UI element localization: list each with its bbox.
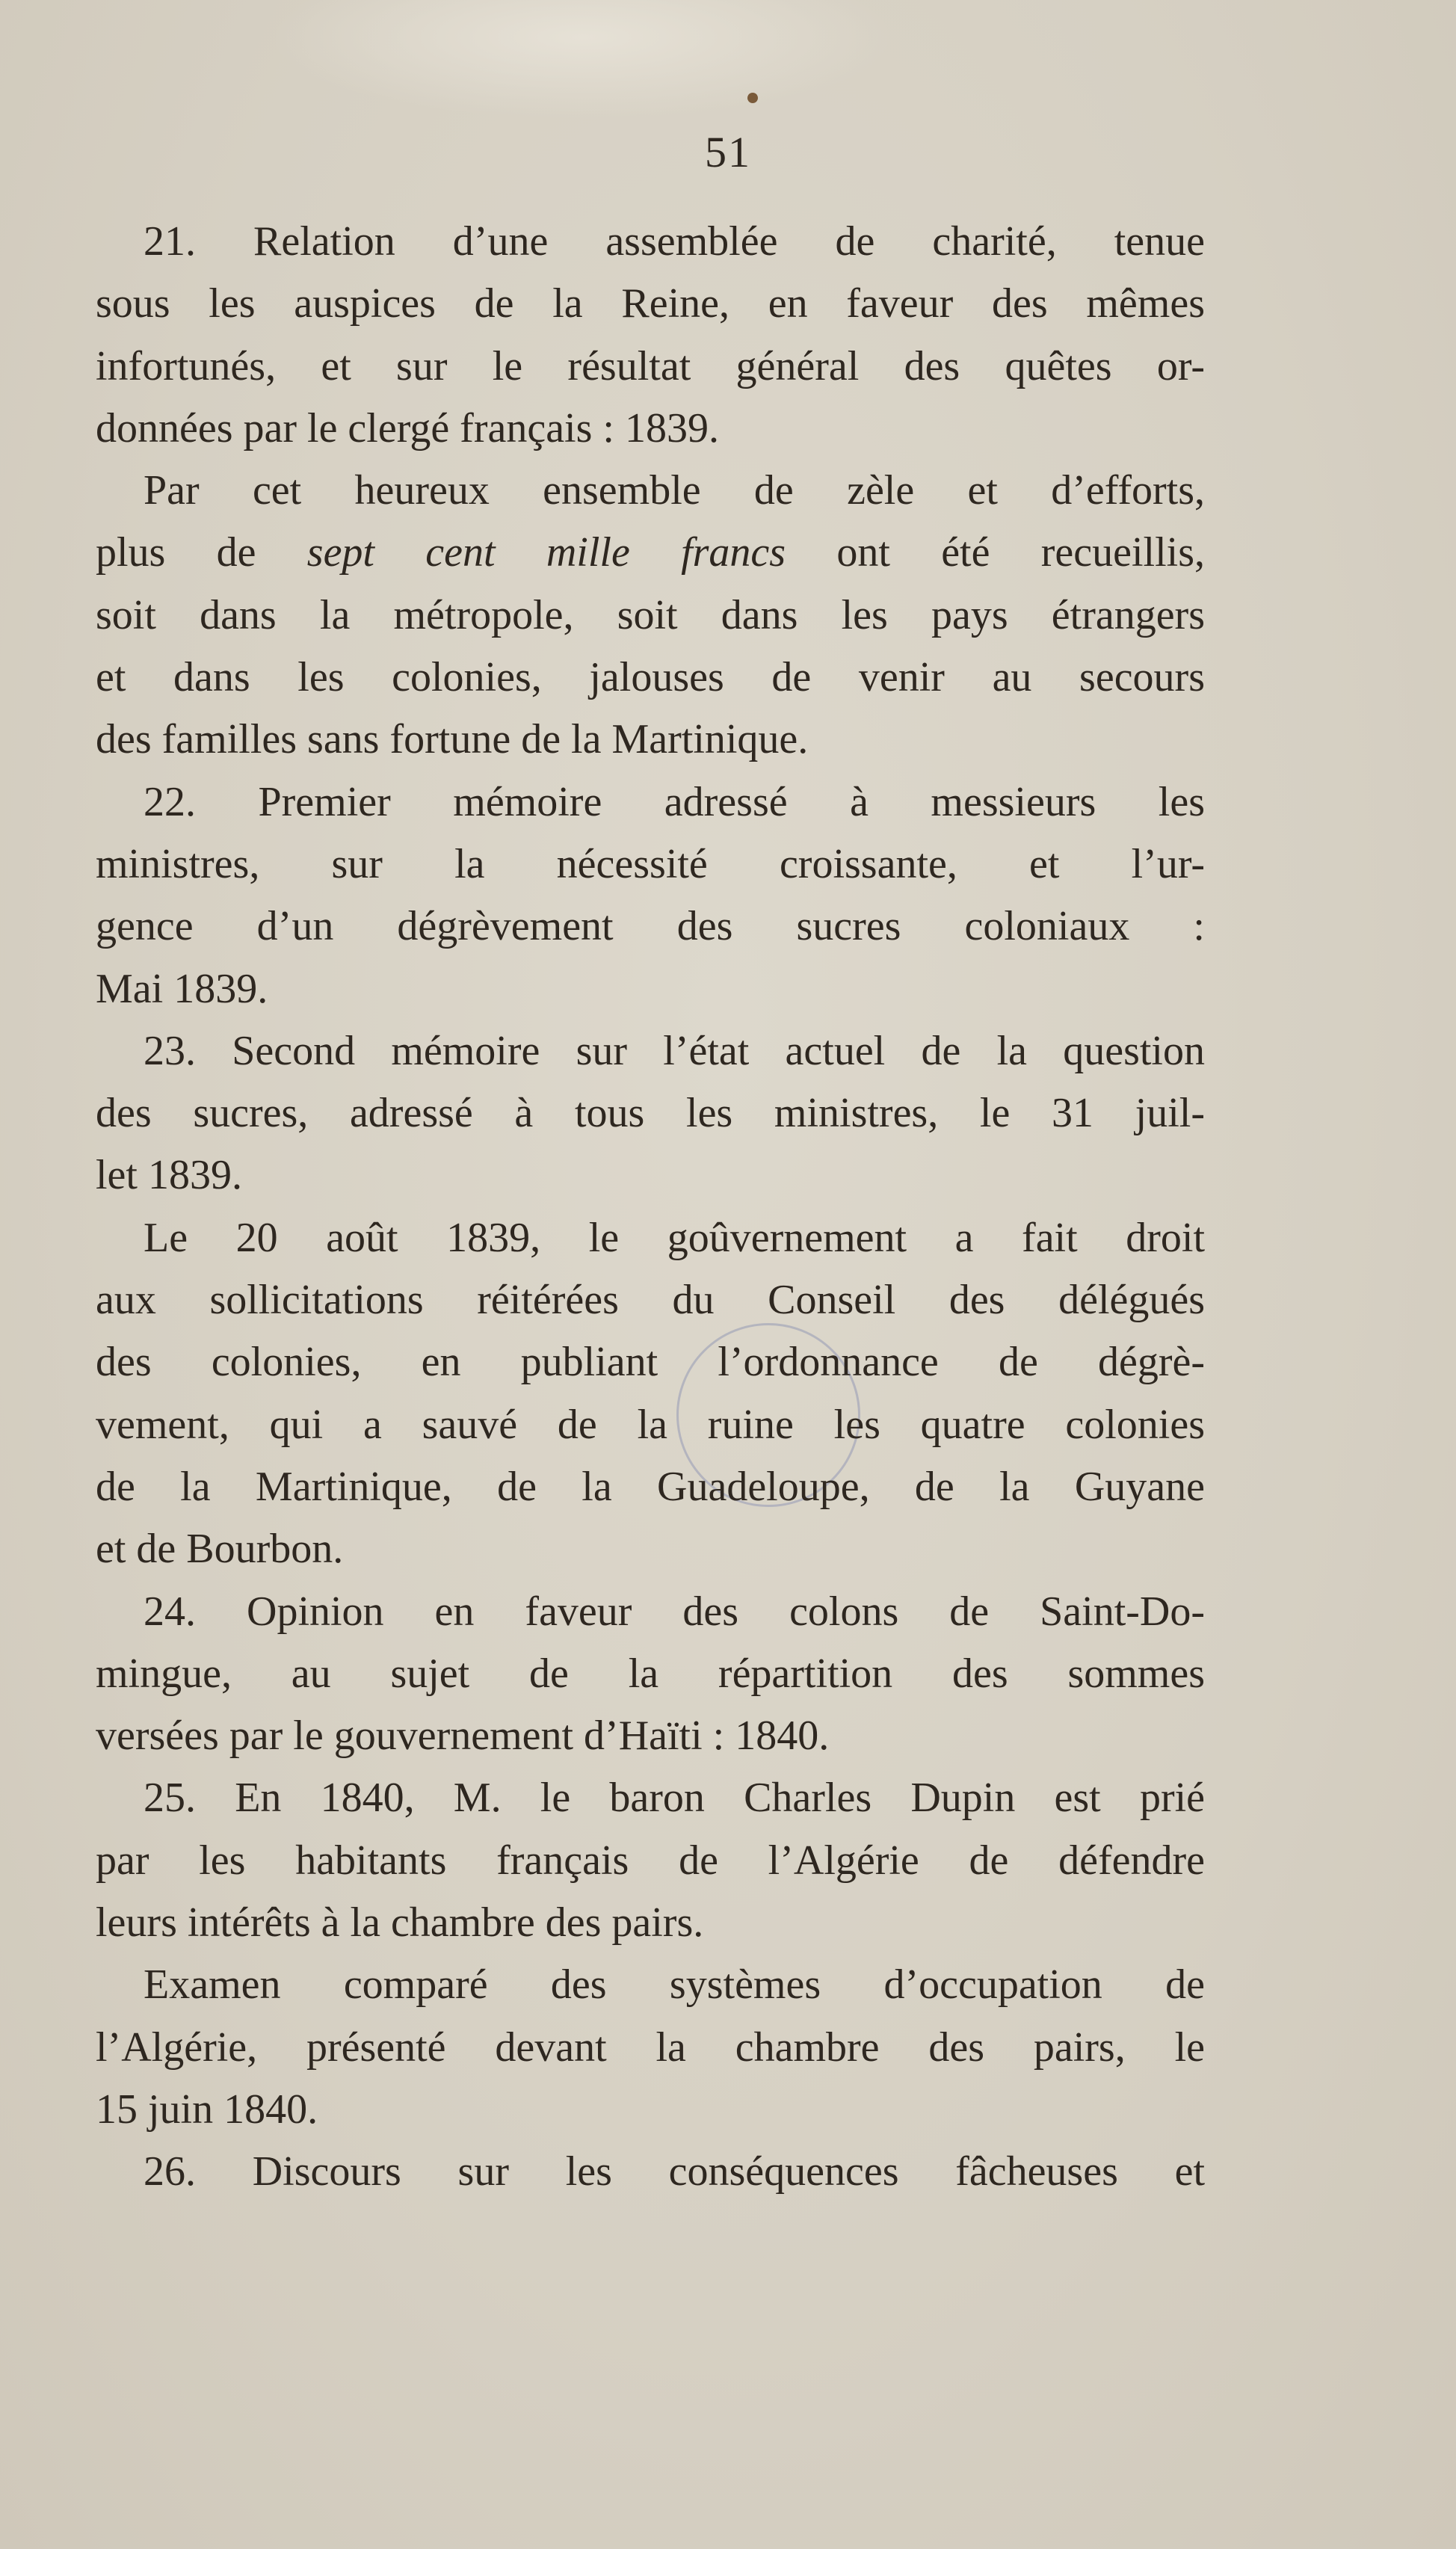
text-line: des familles sans fortune de la Martinique.: [96, 716, 809, 763]
paragraph: [96, 460, 1205, 771]
paragraph: [96, 1020, 1205, 1207]
text-line: leurs intérêts à la chambre des pairs.: [96, 1899, 704, 1947]
text-line: let 1839.: [96, 1152, 242, 1199]
text-line: ministres, sur la nécessité croissante, et l’ur-: [96, 840, 1205, 887]
paragraph: [96, 211, 1205, 460]
text-line: soit dans la métropole, soit dans les pays étrangers: [96, 591, 1205, 638]
text-line: 15 juin 1840.: [96, 2086, 318, 2133]
text-line: des colonies, en publiant l’ordonnance de dégrè-: [96, 1339, 1205, 1386]
text-line: Par cet heureux ensemble de zèle et d’efforts,: [144, 467, 1205, 514]
text-line: sous les auspices de la Reine, en faveur des mêmes: [96, 280, 1205, 327]
text-line: infortunés, et sur le résultat général des quêtes or-: [96, 342, 1205, 389]
paragraph: [96, 1767, 1205, 1954]
text-line: gence d’un dégrèvement des sucres coloniaux :: [96, 903, 1205, 950]
text-line: mingue, au sujet de la répartition des sommes: [96, 1650, 1205, 1697]
text-line: 24. Opinion en faveur des colons de Saint-Do-: [144, 1588, 1205, 1635]
text-line: 21. Relation d’une assemblée de charité, tenue: [144, 218, 1205, 265]
text-line: aux sollicitations réitérées du Conseil des délégués: [96, 1277, 1205, 1324]
text-line: par les habitants français de l’Algérie de défendre: [96, 1837, 1205, 1884]
text-segment: plus de: [96, 529, 307, 576]
text-line: Examen comparé des systèmes d’occupation de: [144, 1961, 1205, 2009]
text-line: Mai 1839.: [96, 965, 268, 1012]
text-line: et dans les colonies, jalouses de venir au secours: [96, 654, 1205, 701]
text-line: 25. En 1840, M. le baron Charles Dupin est prié: [144, 1775, 1205, 1822]
paper-stain: [269, 0, 897, 120]
text-line: versées par le gouvernement d’Haïti : 1840.: [96, 1713, 830, 1760]
paragraph: [96, 771, 1205, 1020]
page-number: 51: [705, 128, 751, 176]
paragraph: [96, 1207, 1205, 1581]
paragraph: [96, 1581, 1205, 1768]
text-line: Le 20 août 1839, le goûvernement a fait droit: [144, 1214, 1205, 1261]
text-line: l’Algérie, présenté devant la chambre des pairs, le: [96, 2024, 1205, 2071]
paragraph: [96, 1954, 1205, 2141]
text-line: données par le clergé français : 1839.: [96, 404, 719, 451]
text-line: 22. Premier mémoire adressé à messieurs les: [144, 778, 1205, 825]
text-line: de la Martinique, de la Guadeloupe, de la Guyane: [96, 1463, 1205, 1510]
text-line: 26. Discours sur les conséquences fâcheuses et: [144, 2148, 1205, 2195]
text-line: et de Bourbon.: [96, 1526, 344, 1573]
text-line: des sucres, adressé à tous les ministres, le 31 juil-: [96, 1090, 1205, 1137]
text-line: 23. Second mémoire sur l’état actuel de la question: [144, 1027, 1205, 1074]
ink-spot: [747, 93, 758, 103]
text-line: [96, 522, 1205, 584]
text-line: vement, qui a sauvé de la ruine les quatre colonies: [96, 1401, 1205, 1448]
italic-phrase: sept cent mille francs: [306, 529, 786, 576]
body-text: [96, 211, 1205, 2204]
text-segment: ont été recueillis,: [786, 529, 1205, 576]
paragraph: [96, 2141, 1205, 2203]
